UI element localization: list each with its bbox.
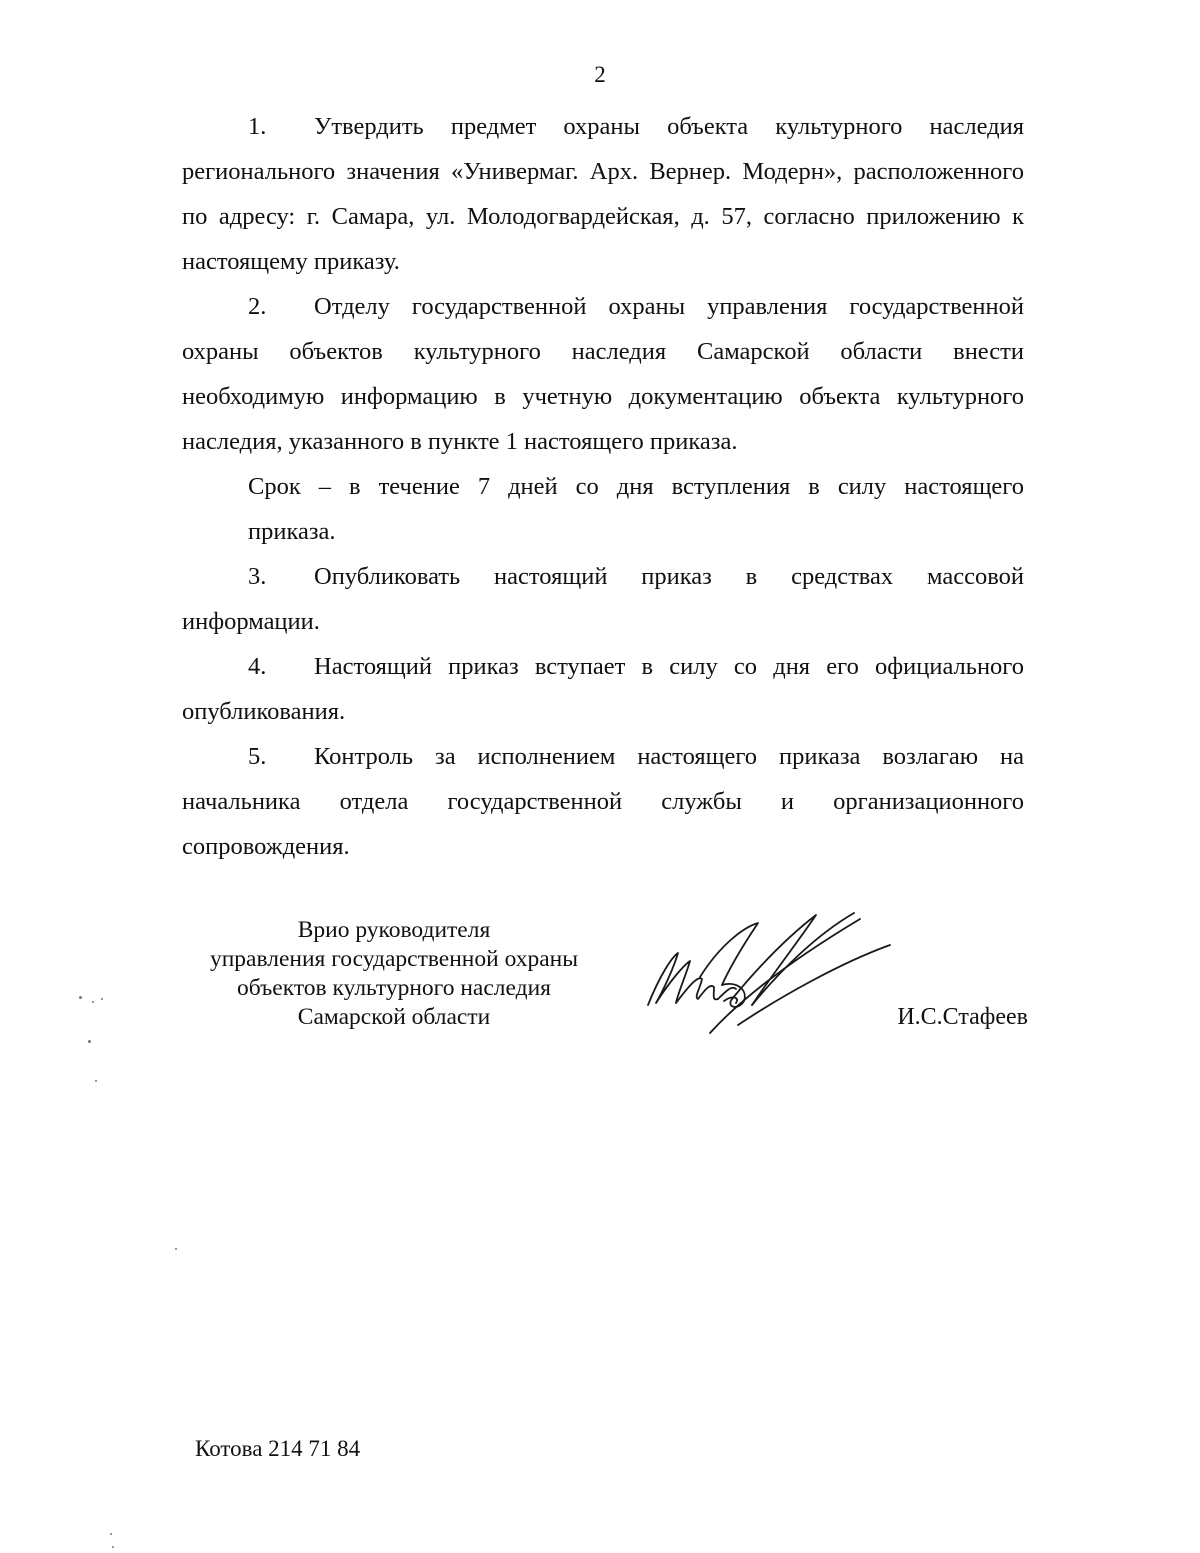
scan-speck — [79, 996, 82, 999]
order-item-3 — [182, 554, 1024, 644]
order-body — [182, 104, 1024, 869]
item-text: Настоящий приказ вступает в силу со дня его официального опубликования. — [182, 653, 1024, 725]
deadline-line-1: Срок – в течение 7 дней со дня вступления в силу настоящего — [248, 473, 1024, 500]
scan-speck — [175, 1248, 177, 1250]
signatory-title-line: Самарской области — [297, 1004, 491, 1030]
item-text: Контроль за исполнением настоящего приказа возлагаю на начальника отдела государственной службы и организационного сопровождения. — [182, 743, 1024, 860]
item-text: Опубликовать настоящий приказ в средствах массовой информации. — [182, 563, 1024, 635]
page-number: 2 — [594, 62, 606, 87]
order-item-2 — [182, 284, 1024, 464]
signatory-title-line: управления государственной охраны — [209, 946, 579, 972]
signatory-title-line: объектов культурного наследия — [237, 975, 551, 1001]
scan-speck — [92, 1001, 94, 1003]
scan-speck — [101, 998, 103, 1000]
item-number: 2. — [248, 293, 267, 320]
executor-contact: Котова 214 71 84 — [195, 1436, 361, 1461]
item-number: 5. — [248, 743, 267, 770]
scan-speck — [88, 1040, 91, 1043]
item-number: 4. — [248, 653, 267, 680]
signer-name: И.С.Стафеев — [897, 1004, 1028, 1030]
signatory-title — [182, 916, 606, 1032]
scan-speck — [95, 1080, 97, 1082]
item-text: Утвердить предмет охраны объекта культурного наследия регионального значения «Универмаг. Арх. Вернер. Модерн», расположенного по адресу: г. Самара, ул. Молодогвардейская, д. 57, согласно приложению к настоящему приказу. — [182, 113, 1024, 275]
scan-speck — [112, 1546, 114, 1548]
scan-speck — [110, 1533, 112, 1535]
item-number: 3. — [248, 563, 267, 590]
order-item-1 — [182, 104, 1024, 284]
item-text: Отделу государственной охраны управления государственной охраны объектов культурного наследия Самарской области внести необходимую информацию в учетную документацию объекта культурного наследия, указанного в пункте 1 настоящего приказа. — [182, 293, 1024, 455]
order-item-5 — [182, 734, 1024, 869]
order-item-4 — [182, 644, 1024, 734]
deadline-line-2: приказа. — [248, 518, 336, 545]
signatory-title-line: Врио руководителя — [297, 917, 491, 943]
item-number: 1. — [248, 113, 267, 140]
deadline-note — [182, 464, 1024, 554]
